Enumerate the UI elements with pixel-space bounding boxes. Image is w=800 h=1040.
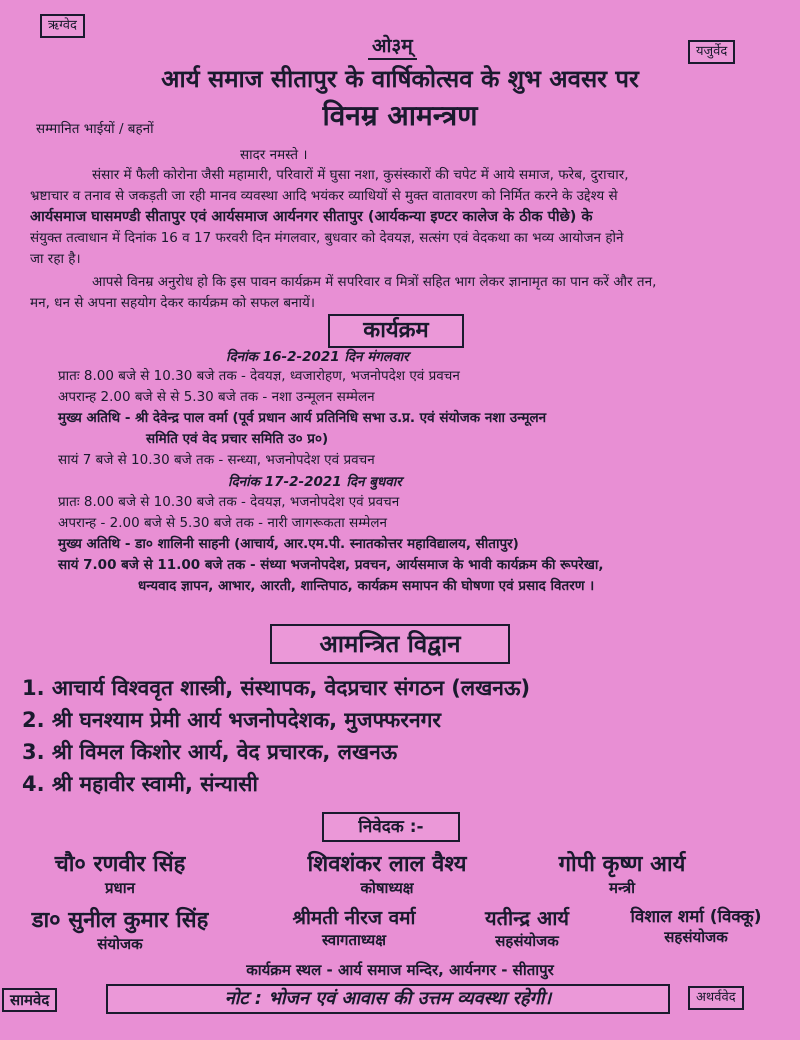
scholars-list (22, 672, 782, 800)
signatory-role: सहसंयोजक (495, 932, 559, 950)
corner-rigveda: ऋग्वेद (40, 14, 85, 38)
para2-line: आपसे विनम्र अनुरोध हो कि इस पावन कार्यक्रम में सपरिवार व मित्रों सहित भाग लेकर ज्ञानामृत का पान करें और तन, (92, 274, 657, 290)
om-symbol: ओ३म् (368, 32, 417, 60)
para1-line: संयुक्त तत्वाधान में दिनांक 16 व 17 फरवरी दिन मंगलवार, बुधवार को देवयज्ञ, सत्संग एवं वेदकथा का भव्य आयोजन होने (30, 230, 624, 246)
schedule-item: प्रातः 8.00 बजे से 10.30 बजे तक - देवयज्ञ, ध्वजारोहण, भजनोपदेश एवं प्रवचन (58, 368, 460, 384)
salutation: सम्मानित भाईयों / बहनों (36, 121, 154, 137)
page-title: आर्य समाज सीतापुर के वार्षिकोत्सव के शुभ अवसर पर (161, 65, 639, 93)
schedule-item: मुख्य अतिथि - श्री देवेन्द्र पाल वर्मा (पूर्व प्रधान आर्य प्रतिनिधि सभा उ.प्र. एवं संयोजक नशा उन्मूलन (58, 410, 547, 426)
signatory-role: स्वागताध्यक्ष (321, 931, 387, 949)
signatory-role: मन्त्री (608, 879, 635, 897)
schedule-item: अपरान्ह 2.00 बजे से से 5.30 बजे तक - नशा उन्मूलन सम्मेलन (58, 389, 375, 405)
footer-note: नोट : भोजन एवं आवास की उत्तम व्यवस्था रहेगी। (106, 984, 670, 1014)
schedule-item: मुख्य अतिथि - डा० शालिनी साहनी (आचार्य, आर.एम.पी. स्नातकोत्तर महाविद्यालय, सीतापुर) (58, 536, 519, 552)
signatory (0, 904, 240, 954)
signatory-role: प्रधान (105, 879, 135, 897)
para1-line: संसार में फैली कोरोना जैसी महामारी, परिवारों में घुसा नशा, कुसंस्कारों की चपेट में आये समाज, फरेब, दुराचार, (92, 167, 629, 183)
signatory (20, 848, 220, 898)
signatory (522, 848, 722, 898)
signatory-role: सहसंयोजक (664, 928, 728, 946)
signatory-name: चौ० रणवीर सिंह (54, 852, 186, 877)
corner-samaveda: सामवेद (2, 988, 57, 1012)
signatory (254, 904, 454, 950)
schedule-item: सायं 7.00 बजे से 11.00 बजे तक - संध्या भजनोपदेश, प्रवचन, आर्यसमाज के भावी कार्यक्रम की रूपरेखा, (58, 557, 604, 573)
signatory-role: संयोजक (97, 935, 143, 953)
scholar-item: 1. आचार्य विश्ववृत शास्त्री, संस्थापक, वेदप्रचार संगठन (लखनऊ) (22, 676, 531, 700)
day1-schedule (58, 366, 778, 471)
signatory-name: श्रीमती नीरज वर्मा (292, 907, 416, 929)
scholars-heading: आमन्त्रित विद्वान (270, 624, 510, 664)
para1-line: जा रहा है। (30, 251, 81, 267)
letter-para1 (30, 165, 780, 270)
signatory-name: शिवशंकर लाल वैश्य (307, 852, 467, 877)
signatory (598, 904, 794, 947)
signatory-name: डा० सुनील कुमार सिंह (31, 908, 209, 933)
letter-para2 (30, 272, 780, 314)
scholar-item: 3. श्री विमल किशोर आर्य, वेद प्रचारक, लखनऊ (22, 740, 398, 764)
page-subtitle: विनम्र आमन्त्रण (322, 99, 478, 132)
schedule-item: प्रातः 8.00 बजे से 10.30 बजे तक - देवयज्ञ, भजनोपदेश एवं प्रवचन (58, 494, 400, 510)
para1-line: भ्रष्टाचार व तनाव से जकड़ती जा रही मानव व्यवस्था आदि भयंकर व्याधियों से मुक्त वातावरण को निर्मित करने के उद्देश्य से (30, 188, 618, 204)
day2-date: दिनांक 17-2-2021 दिन बुधवार (228, 474, 402, 490)
signatory (262, 848, 512, 898)
signatory-name: गोपी कृष्ण आर्य (558, 852, 686, 877)
signatory-name: यतीन्द्र आर्य (485, 906, 569, 930)
signatory (452, 904, 602, 951)
day2-schedule (58, 492, 778, 597)
schedule-item: समिति एवं वेद प्रचार समिति उ० प्र०) (146, 431, 329, 447)
schedule-item: सायं 7 बजे से 10.30 बजे तक - सन्ध्या, भजनोपदेश एवं प्रवचन (58, 452, 375, 468)
scholar-item: 2. श्री घनश्याम प्रेमी आर्य भजनोपदेशक, मुजफ्फरनगर (22, 708, 442, 732)
venue: कार्यक्रम स्थल - आर्य समाज मन्दिर, आर्यनगर - सीतापुर (246, 961, 554, 979)
schedule-item: अपरान्ह - 2.00 बजे से 5.30 बजे तक - नारी जागरूकता सम्मेलन (58, 515, 387, 531)
signatory-name: विशाल शर्मा (विक्कू) (630, 907, 762, 927)
signatories-heading: निवेदक :- (322, 812, 460, 842)
program-heading: कार्यक्रम (328, 314, 464, 348)
corner-yajurveda: यजुर्वेद (688, 40, 735, 64)
signatory-role: कोषाध्यक्ष (360, 879, 414, 897)
scholar-item: 4. श्री महावीर स्वामी, संन्यासी (22, 772, 258, 796)
schedule-item: धन्यवाद ज्ञापन, आभार, आरती, शान्तिपाठ, कार्यक्रम समापन की घोषणा एवं प्रसाद वितरण । (138, 578, 595, 594)
greeting: सादर नमस्ते । (240, 147, 308, 163)
para2-line: मन, धन से अपना सहयोग देकर कार्यक्रम को सफल बनायें। (30, 295, 315, 311)
day1-date: दिनांक 16-2-2021 दिन मंगलवार (226, 349, 409, 365)
para1-line: आर्यसमाज घासमण्डी सीतापुर एवं आर्यसमाज आर्यनगर सीतापुर (आर्यकन्या इण्टर कालेज के ठीक पीछे) के (30, 209, 593, 225)
corner-atharvaveda: अथर्ववेद (688, 986, 744, 1010)
